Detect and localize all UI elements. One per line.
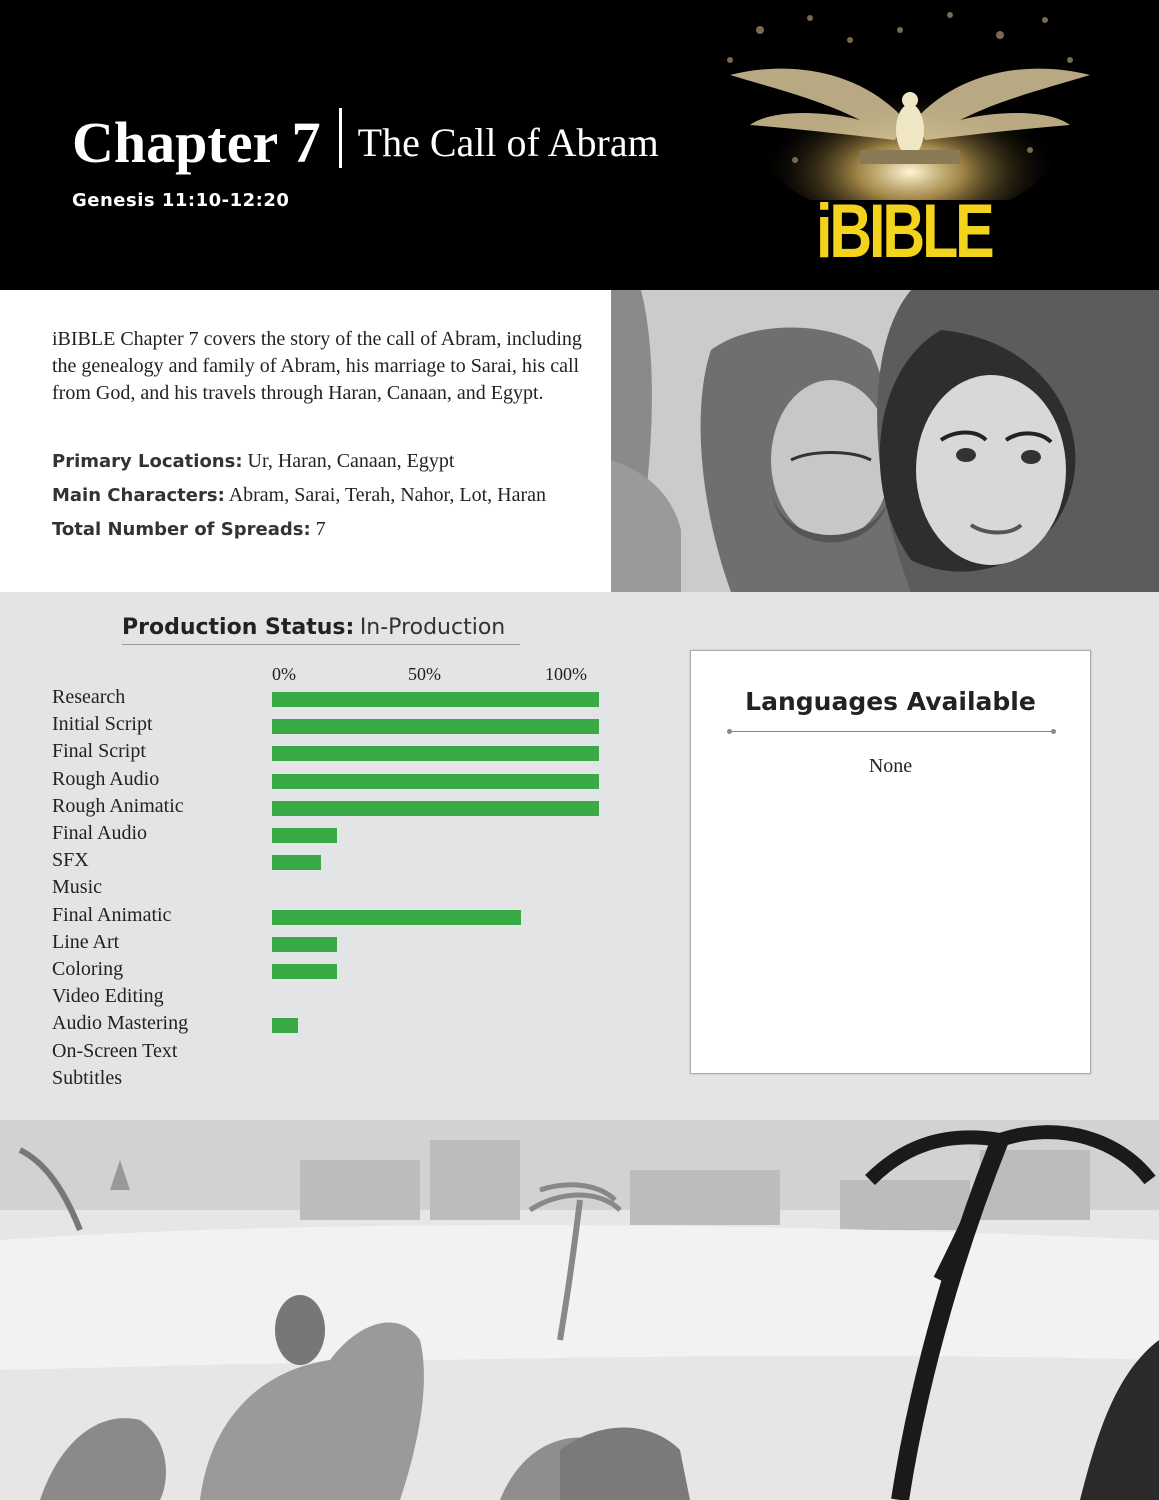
main-characters-value: Abram, Sarai, Terah, Nahor, Lot, Haran (228, 484, 547, 506)
progress-bar-research (272, 692, 599, 707)
languages-title: Languages Available (745, 687, 1036, 716)
abram-sarai-illustration (611, 290, 1159, 592)
chapter-intro (0, 290, 611, 592)
chapter-title (72, 108, 659, 176)
production-status-value: In-Production (359, 615, 506, 640)
progress-bar-line-art (272, 937, 337, 952)
production-status-label: Production Status: (122, 615, 355, 640)
task-label-rough-animatic: Rough Animatic (52, 794, 184, 817)
languages-value: None (868, 755, 913, 777)
progress-bar-rough-animatic (272, 801, 599, 816)
axis-tick-0: 0% (272, 664, 296, 684)
status-divider (122, 644, 520, 645)
task-label-research: Research (52, 686, 126, 708)
task-label-sfx: SFX (52, 849, 89, 872)
chapter-description: iBIBLE Chapter 7 covers the story of the call of Abram, including the genealogy and family of Abram, his marriage to Sarai, his call from God, and his travels through Haran, Canaan, and Egypt. (52, 328, 582, 404)
languages-box (690, 650, 1091, 1074)
task-label-initial-script: Initial Script (52, 713, 153, 736)
chapter-number: Chapter 7 (72, 110, 321, 175)
progress-bar-audio-mastering (272, 1018, 298, 1033)
progress-bar-initial-script (272, 719, 599, 734)
chapter-header (0, 0, 1159, 290)
ibible-logo (816, 190, 1041, 274)
progress-bar-final-script (272, 746, 599, 761)
progress-bar-final-animatic (272, 910, 521, 925)
main-characters-row (52, 484, 546, 507)
primary-locations-value: Ur, Haran, Canaan, Egypt (247, 450, 455, 472)
title-separator (339, 108, 342, 168)
task-label-on-screen-text: On-Screen Text (52, 1039, 178, 1062)
progress-bar-coloring (272, 964, 337, 979)
production-status-heading (122, 614, 505, 640)
task-label-video-editing: Video Editing (52, 985, 164, 1008)
main-characters-label: Main Characters: (52, 485, 225, 506)
scripture-reference: Genesis 11:10-12:20 (72, 190, 290, 211)
spreads-row (52, 518, 326, 541)
progress-bar-sfx (272, 855, 321, 870)
progress-bar-final-audio (272, 828, 337, 843)
task-label-coloring: Coloring (52, 958, 124, 980)
task-label-final-script: Final Script (52, 740, 146, 763)
spreads-label: Total Number of Spreads: (52, 519, 311, 540)
task-label-line-art: Line Art (52, 930, 120, 953)
task-label-music: Music (52, 876, 102, 899)
task-label-rough-audio: Rough Audio (52, 767, 160, 790)
languages-divider (729, 731, 1054, 732)
chapter-name: The Call of Abram (357, 120, 659, 165)
progress-bar-rough-audio (272, 774, 599, 789)
primary-locations-label: Primary Locations: (52, 451, 243, 472)
angel-illustration (700, 0, 1100, 200)
task-label-audio-mastering: Audio Mastering (52, 1012, 189, 1035)
primary-locations-row (52, 450, 454, 473)
logo-text: iBIBLE (816, 189, 992, 274)
task-label-subtitles: Subtitles (52, 1066, 123, 1089)
axis-tick-50: 50% (408, 664, 441, 684)
spreads-value: 7 (315, 518, 326, 540)
axis-tick-100: 100% (545, 664, 587, 684)
task-label-final-audio: Final Audio (52, 822, 148, 844)
task-label-final-animatic: Final Animatic (52, 903, 172, 926)
production-status-panel (0, 592, 1159, 1120)
caravan-river-illustration (0, 1120, 1159, 1500)
